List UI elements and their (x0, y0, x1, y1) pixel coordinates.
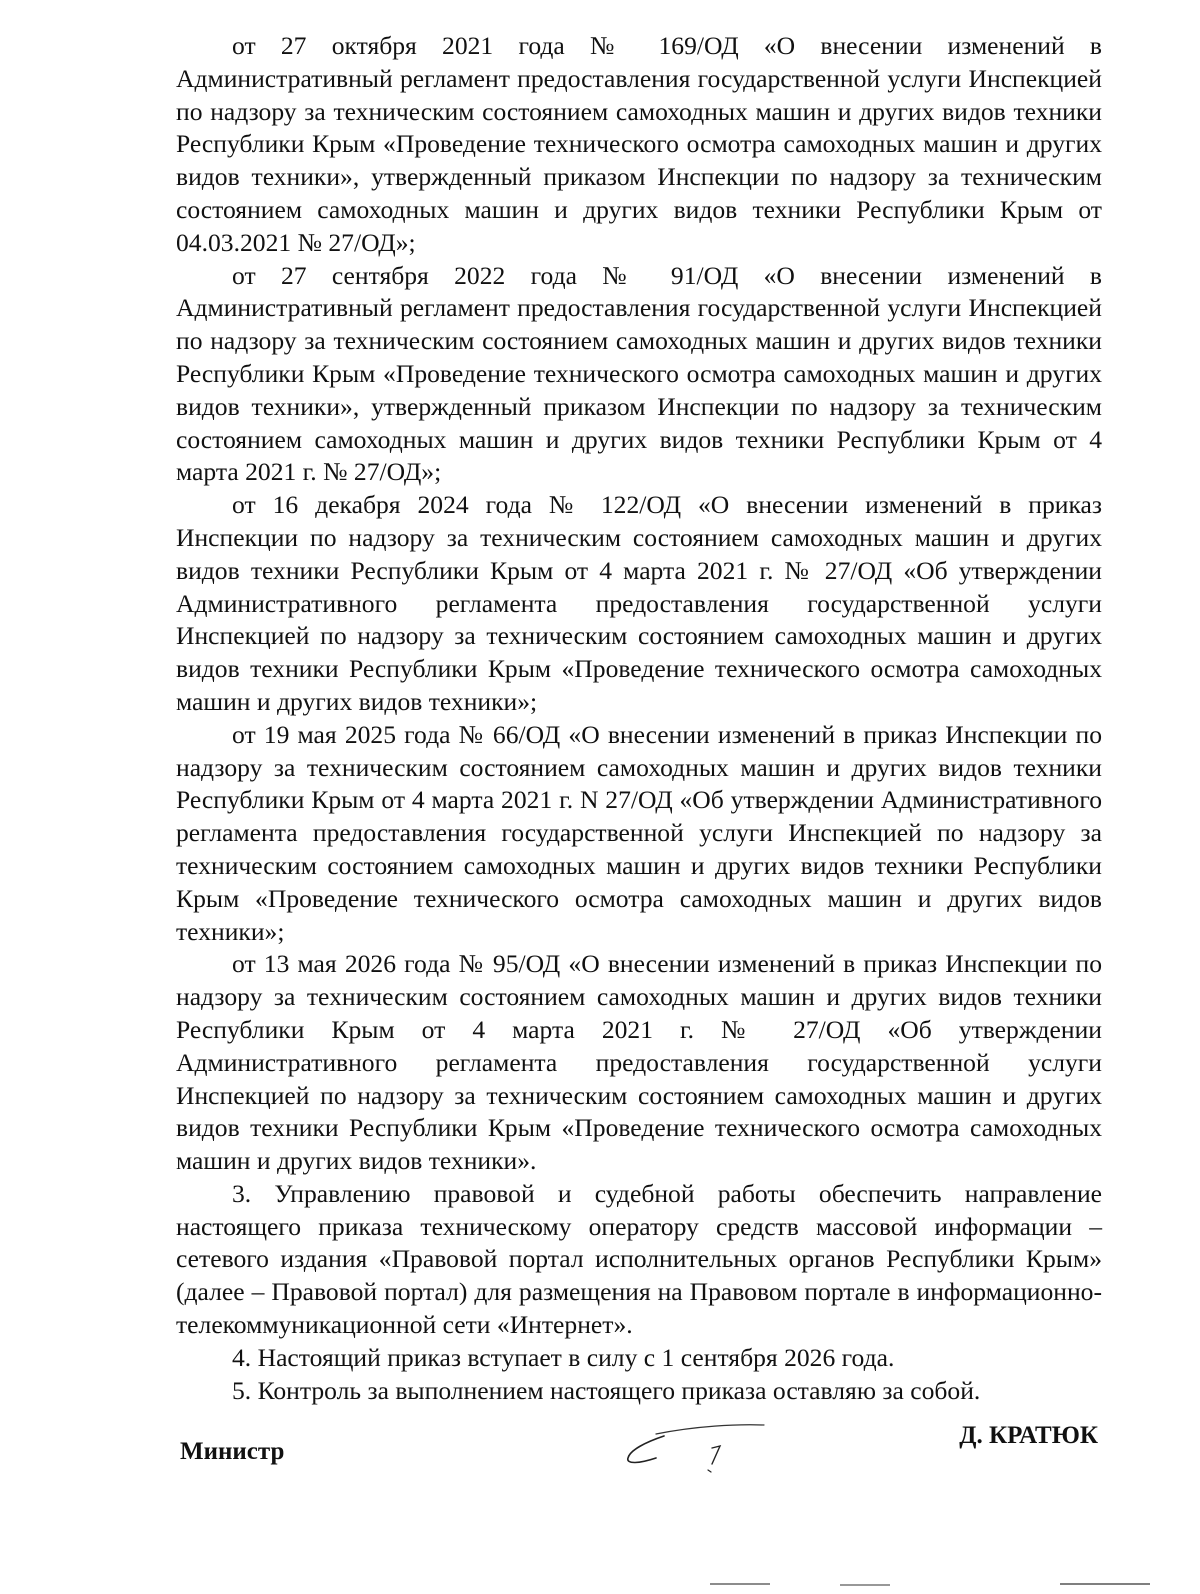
paragraph-amendment-2026: от 13 мая 2026 года № 95/ОД «О внесении изменений в приказ Инспекции по надзору за техническим состоянием самоходных машин и других видов техники Республики Крым от 4 марта 2021 г. № 27/ОД «Об утверждении Административного регламента предоставления государственной услуги Инспекцией по надзору за техническим состоянием самоходных машин и других видов техники Республики Крым «Проведение технического осмотра самоходных машин и других видов техники». (176, 949, 1102, 1176)
paragraph-item-4: 4. Настоящий приказ вступает в силу с 1 сентября 2026 года. (232, 1342, 895, 1372)
handwritten-signature (616, 1412, 776, 1482)
paragraph-item-5: 5. Контроль за выполнением настоящего приказа оставляю за собой. (232, 1375, 981, 1405)
paragraph-amendment-2025: от 19 мая 2025 года № 66/ОД «О внесении изменений в приказ Инспекции по надзору за техническим состоянием самоходных машин и других видов техники Республики Крым от 4 марта 2021 г. N 27/ОД «Об утверждении Административного регламента предоставления государственной услуги Инспекцией по надзору за техническим состоянием самоходных машин и других видов техники Республики Крым «Проведение технического осмотра самоходных машин и других видов техники»; (176, 719, 1102, 946)
signature-block (176, 1412, 1102, 1482)
document-body (176, 30, 1102, 1407)
paragraph-amendment-2022: от 27 сентября 2022 года № 91/ОД «О внесении изменений в Административный регламент предоставления государственной услуги Инспекцией по надзору за техническим состоянием самоходных машин и других видов техники Республики Крым «Проведение технического осмотра самоходных машин и других видов техники», утвержденный приказом Инспекции по надзору за техническим состоянием самоходных машин и других видов техники Республики Крым от 4 марта 2021 г. № 27/ОД»; (176, 260, 1102, 487)
signatory-name: Д. КРАТЮК (959, 1422, 1098, 1449)
paragraph-item-3: 3. Управлению правовой и судебной работы обеспечить направление настоящего приказа техническому оператору средств массовой информации – сетевого издания «Правовой портал исполнительных органов Республики Крым» (далее – Правовой портал) для размещения на Правовом портале в информационно-телекоммуникационной сети «Интернет». (176, 1178, 1102, 1340)
signatory-title: Министр (180, 1438, 285, 1465)
paragraph-amendment-2024: от 16 декабря 2024 года № 122/ОД «О внесении изменений в приказ Инспекции по надзору за техническим состоянием самоходных машин и других видов техники Республики Крым от 4 марта 2021 г. № 27/ОД «Об утверждении Административного регламента предоставления государственной услуги Инспекцией по надзору за техническим состоянием самоходных машин и других видов техники Республики Крым «Проведение технического осмотра самоходных машин и других видов техники»; (176, 490, 1102, 716)
scan-artifact-lines (700, 1580, 1160, 1590)
paragraph-amendment-2021: от 27 октября 2021 года № 169/ОД «О внесении изменений в Административный регламент предоставления государственной услуги Инспекцией по надзору за техническим состоянием самоходных машин и других видов техники Республики Крым «Проведение технического осмотра самоходных машин и других видов техники», утвержденный приказом Инспекции по надзору за техническим состоянием самоходных машин и других видов техники Республики Крым от 04.03.2021 № 27/ОД»; (176, 31, 1102, 257)
